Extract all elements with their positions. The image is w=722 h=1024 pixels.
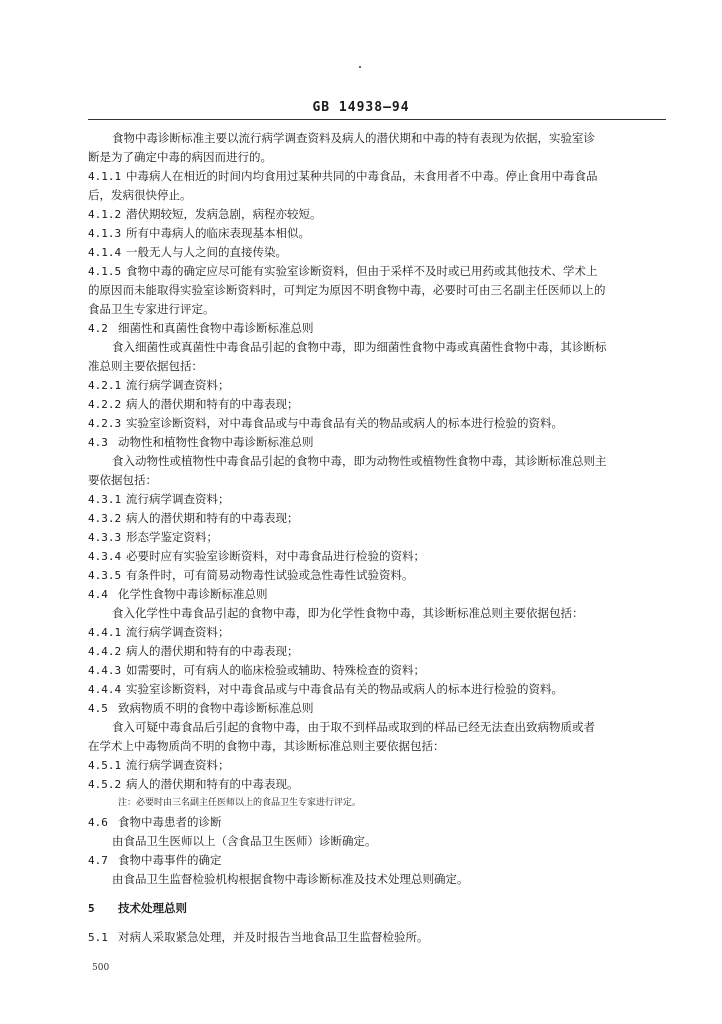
- clause-text: 食品卫生专家进行评定。: [88, 302, 215, 316]
- clause-text: 注：必要时由三名副主任医师以上的食品卫生专家进行评定。: [118, 798, 362, 808]
- clause-number: 4.4.2: [88, 645, 122, 658]
- paragraph-line: [88, 832, 668, 851]
- clause-line: [88, 509, 668, 528]
- page-number: 500: [92, 963, 110, 973]
- clause-line: [88, 376, 668, 395]
- clause-text: 化学性食物中毒诊断标准总则: [118, 587, 268, 601]
- clause-line: [88, 547, 668, 566]
- clause-number: 5: [88, 902, 95, 915]
- clause-line: [88, 490, 668, 509]
- spacer: [88, 918, 668, 928]
- clause-text: 病人的潜伏期和特有的中毒表现；: [126, 644, 299, 658]
- clause-text: 由食品卫生监督检验机构根据食物中毒诊断标准及技术处理总则确定。: [112, 872, 469, 886]
- clause-text: 流行病学调查资料；: [126, 758, 230, 772]
- clause-line: [88, 205, 668, 224]
- clause-line: [88, 243, 668, 262]
- clause-text: 动物性和植物性食物中毒诊断标准总则: [118, 435, 314, 449]
- clause-number: 4.2.2: [88, 398, 122, 411]
- clause-line: [88, 756, 668, 775]
- paragraph-line: [88, 281, 668, 300]
- clause-text: 食入化学性中毒食品引起的食物中毒，即为化学性食物中毒，其诊断标准总则主要依据包括：: [112, 606, 584, 620]
- clause-text: 流行病学调查资料；: [126, 625, 230, 639]
- clause-text: 致病物质不明的食物中毒诊断标准总则: [118, 701, 314, 715]
- clause-number: 4.1.1: [88, 170, 122, 183]
- spacer: [88, 889, 668, 899]
- clause-number: 4.1.2: [88, 208, 122, 221]
- clause-text: 流行病学调查资料；: [126, 378, 230, 392]
- clause-text: 病人的潜伏期和特有的中毒表现。: [126, 777, 299, 791]
- paragraph-line: [88, 452, 668, 471]
- clause-line: [88, 262, 668, 281]
- clause-number: 4.5.2: [88, 778, 122, 791]
- clause-text: 由食品卫生医师以上（含食品卫生医师）诊断确定。: [112, 834, 377, 848]
- clause-number: 4.4.1: [88, 626, 122, 639]
- paragraph-line: [88, 300, 668, 319]
- clause-text: 食入可疑中毒食品后引起的食物中毒，由于取不到样品或取到的样品已经无法查出致病物质或者: [112, 720, 595, 734]
- clause-text: 食入细菌性或真菌性中毒食品引起的食物中毒，即为细菌性食物中毒或真菌性食物中毒，其诊断标: [112, 340, 607, 354]
- subsection-heading: [88, 851, 668, 870]
- subsection-heading: [88, 585, 668, 604]
- clause-text: 在学术上中毒物质尚不明的食物中毒，其诊断标准总则主要依据包括：: [88, 739, 445, 753]
- clause-line: [88, 167, 668, 186]
- clause-line: [88, 414, 668, 433]
- clause-text: 有条件时，可有简易动物毒性试验或急性毒性试验资料。: [126, 568, 414, 582]
- paragraph-line: [88, 357, 668, 376]
- clause-number: 4.4: [88, 588, 108, 601]
- paragraph-line: [88, 148, 668, 167]
- scan-speck: [359, 66, 361, 68]
- subsection-heading: [88, 813, 668, 832]
- subsection-heading: [88, 319, 668, 338]
- clause-text: 实验室诊断资料，对中毒食品或与中毒食品有关的物品或病人的标本进行检验的资料。: [126, 416, 563, 430]
- clause-number: 4.1.4: [88, 246, 122, 259]
- clause-number: 4.3.4: [88, 550, 122, 563]
- clause-text: 食物中毒诊断标准主要以流行病学调查资料及病人的潜伏期和中毒的特有表现为依据，实验室诊: [112, 131, 595, 145]
- clause-number: 4.7: [88, 854, 108, 867]
- clause-number: 4.4.4: [88, 683, 122, 696]
- note-line: [88, 794, 668, 813]
- clause-number: 4.4.3: [88, 664, 122, 677]
- clause-text: 后，发病很快停止。: [88, 188, 192, 202]
- clause-line: [88, 528, 668, 547]
- clause-text: 一般无人与人之间的直接传染。: [126, 245, 287, 259]
- clause-text: 流行病学调查资料；: [126, 492, 230, 506]
- clause-text: 必要时应有实验室诊断资料，对中毒食品进行检验的资料；: [126, 549, 425, 563]
- clause-line: [88, 395, 668, 414]
- clause-text: 技术处理总则: [118, 901, 187, 915]
- subsection-heading: [88, 928, 668, 947]
- document-body: [88, 129, 668, 947]
- header-rule: [88, 119, 666, 120]
- clause-number: 4.3: [88, 436, 108, 449]
- clause-text: 食物中毒患者的诊断: [118, 815, 222, 829]
- clause-text: 对病人采取紧急处理，并及时报告当地食品卫生监督检验所。: [118, 930, 429, 944]
- clause-line: [88, 680, 668, 699]
- paragraph-line: [88, 737, 668, 756]
- clause-number: 4.2: [88, 322, 108, 335]
- clause-text: 要依据包括：: [88, 473, 157, 487]
- clause-text: 细菌性和真菌性食物中毒诊断标准总则: [118, 321, 314, 335]
- clause-text: 中毒病人在相近的时间内均食用过某种共同的中毒食品，未食用者不中毒。停止食用中毒食品: [126, 169, 598, 183]
- clause-text: 病人的潜伏期和特有的中毒表现；: [126, 511, 299, 525]
- paragraph-line: [88, 718, 668, 737]
- subsection-heading: [88, 433, 668, 452]
- clause-line: [88, 661, 668, 680]
- paragraph-line: [88, 870, 668, 889]
- clause-line: [88, 642, 668, 661]
- clause-number: 4.3.2: [88, 512, 122, 525]
- paragraph-line: [88, 129, 668, 148]
- clause-text: 潜伏期较短，发病急剧，病程亦较短。: [126, 207, 322, 221]
- clause-number: 4.5.1: [88, 759, 122, 772]
- clause-text: 形态学鉴定资料；: [126, 530, 218, 544]
- clause-text: 如需要时，可有病人的临床检验或辅助、特殊检查的资料；: [126, 663, 425, 677]
- clause-text: 病人的潜伏期和特有的中毒表现；: [126, 397, 299, 411]
- clause-number: 4.1.3: [88, 227, 122, 240]
- clause-text: 所有中毒病人的临床表现基本相似。: [126, 226, 310, 240]
- clause-number: 4.2.3: [88, 417, 122, 430]
- clause-number: 5.1: [88, 931, 108, 944]
- clause-line: [88, 623, 668, 642]
- clause-number: 4.3.5: [88, 569, 122, 582]
- clause-text: 准总则主要依据包括：: [88, 359, 203, 373]
- clause-number: 4.5: [88, 702, 108, 715]
- clause-number: 4.2.1: [88, 379, 122, 392]
- paragraph-line: [88, 338, 668, 357]
- paragraph-line: [88, 471, 668, 490]
- standard-number-header: GB 14938—94: [312, 100, 410, 115]
- clause-line: [88, 224, 668, 243]
- clause-line: [88, 775, 668, 794]
- clause-number: 4.3.3: [88, 531, 122, 544]
- clause-text: 实验室诊断资料，对中毒食品或与中毒食品有关的物品或病人的标本进行检验的资料。: [126, 682, 563, 696]
- clause-text: 断是为了确定中毒的病因而进行的。: [88, 150, 272, 164]
- clause-number: 4.6: [88, 816, 108, 829]
- clause-line: [88, 566, 668, 585]
- paragraph-line: [88, 186, 668, 205]
- clause-text: 食物中毒事件的确定: [118, 853, 222, 867]
- clause-number: 4.3.1: [88, 493, 122, 506]
- subsection-heading: [88, 699, 668, 718]
- clause-text: 的原因而未能取得实验室诊断资料时，可判定为原因不明食物中毒，必要时可由三名副主任医师以上的: [88, 283, 606, 297]
- section-heading: [88, 899, 668, 918]
- clause-text: 食物中毒的确定应尽可能有实验室诊断资料，但由于采样不及时或已用药或其他技术、学术上: [126, 264, 598, 278]
- clause-text: 食入动物性或植物性中毒食品引起的食物中毒，即为动物性或植物性食物中毒，其诊断标准总则主: [112, 454, 607, 468]
- paragraph-line: [88, 604, 668, 623]
- clause-number: 4.1.5: [88, 265, 122, 278]
